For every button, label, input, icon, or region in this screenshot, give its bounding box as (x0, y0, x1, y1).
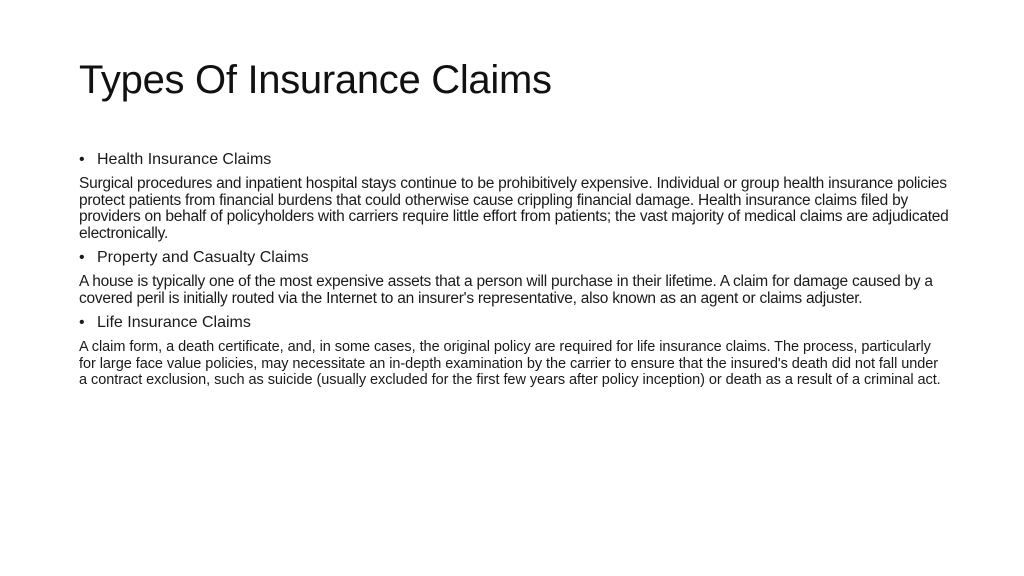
bullet-heading: Life Insurance Claims (97, 314, 251, 331)
slide-content (79, 150, 949, 395)
paragraph-life-insurance: A claim form, a death certificate, and, in some cases, the original policy are required for life insurance claims. The process, particularly for large face value policies, may necessitate an in-depth examination by the carrier to ensure that the insured's death did not fall under a contract exclusion, such as suicide (usually excluded for the first few years after policy inception) or death as a result of a criminal act. (79, 339, 941, 388)
slide-title: Types Of Insurance Claims (79, 58, 552, 102)
bullet-heading: Property and Casualty Claims (97, 249, 309, 266)
bullet-dot: • (79, 249, 85, 266)
bullet-dot: • (79, 314, 85, 331)
bullet-health-insurance-claims (79, 150, 949, 170)
bullet-property-casualty-claims (79, 248, 949, 268)
bullet-heading: Health Insurance Claims (97, 151, 272, 168)
paragraph-property-casualty: A house is typically one of the most expensive assets that a person will purchase in their lifetime. A claim for damage caused by a covered peril is initially routed via the Internet to an insurer's representative, also known as an agent or claims adjuster. (79, 273, 933, 307)
bullet-life-insurance-claims (79, 313, 949, 333)
paragraph-health-insurance: Surgical procedures and inpatient hospital stays continue to be prohibitively expensive. Individual or group health insurance policies protect patients from financial burdens that could otherwise cause crippling financial damage. Health insurance claims filed by providers on behalf of policyholders with carriers require little effort from patients; the vast majority of medical claims are adjudicated electronically. (79, 175, 949, 242)
bullet-dot: • (79, 151, 85, 168)
